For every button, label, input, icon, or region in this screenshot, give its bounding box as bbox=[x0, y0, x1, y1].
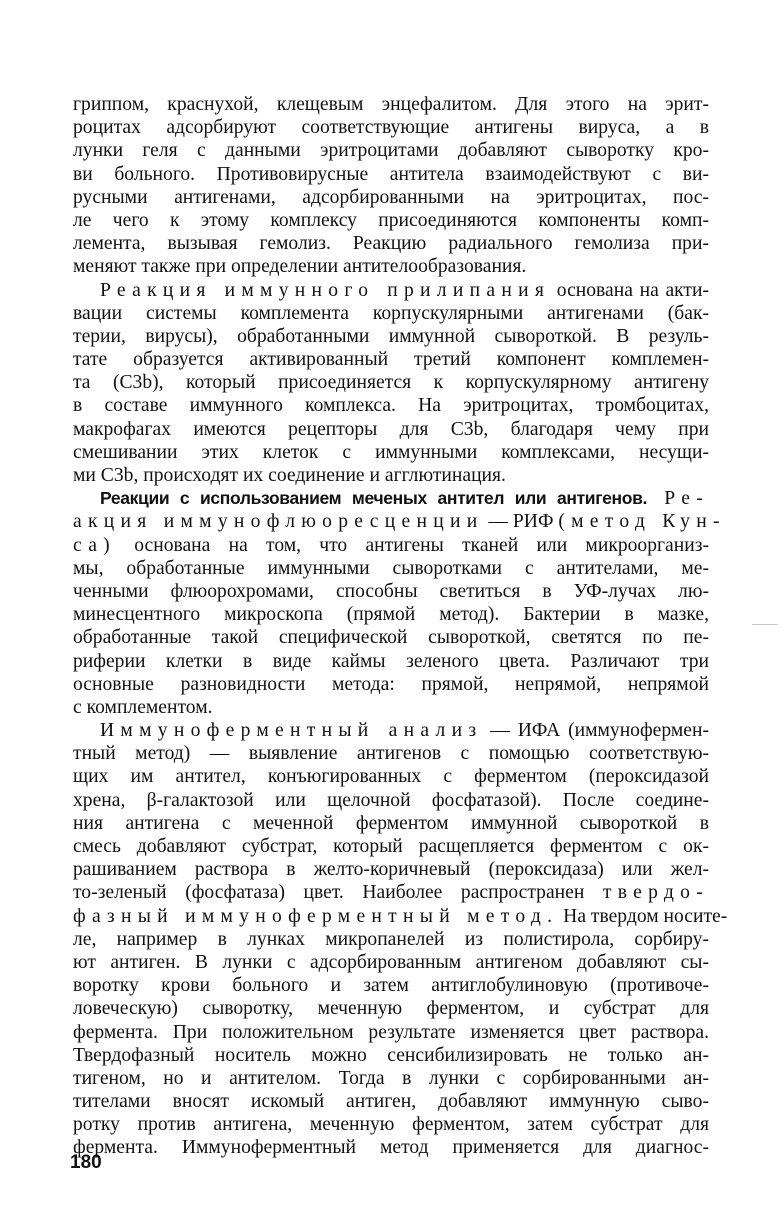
text-line: тный метод) — выявление антигенов с помощью соответствую- bbox=[73, 743, 709, 765]
text-line: терии, вирусы), обработанными иммунной сывороткой. В резуль- bbox=[73, 325, 709, 347]
section-heading: Реакции с использованием меченых антител или антигенов. bbox=[100, 488, 647, 509]
text-line: роцитах адсорбируют соответствующие антигены вируса, а в bbox=[73, 117, 709, 139]
text-line: та (C3b), который присоединяется к корпускулярному антигену bbox=[73, 372, 709, 394]
text-line: ют антиген. В лунки с адсорбированным антигеном добавляют сы- bbox=[73, 951, 709, 973]
text-line: смешивании этих клеток с иммунными комплексами, несущи- bbox=[73, 441, 709, 463]
text-line bbox=[73, 905, 728, 928]
text-run: основана на акти- bbox=[550, 279, 709, 301]
text-run: то-зеленый (фосфатаза) цвет. Наиболее распространен bbox=[73, 882, 603, 904]
text-line: фермента. Иммуноферментный метод применяется для диагнос- bbox=[73, 1137, 709, 1159]
text-line: тигеном, но и антителом. Тогда в лунки с сорбированными ан- bbox=[73, 1067, 709, 1089]
text-line: обработанные такой специфической сывороткой, светятся по пе- bbox=[73, 627, 709, 649]
text-line: ле чего к этому комплексу присоединяются компоненты комп- bbox=[73, 209, 709, 231]
text-line: ви больного. Противовирусные антитела взаимодействуют с ви- bbox=[73, 163, 709, 185]
text-line: гриппом, краснухой, клещевым энцефалитом. Для этого на эрит- bbox=[73, 94, 709, 115]
text-line: с комплементом. bbox=[73, 696, 213, 718]
text-line: ния антигена с меченной ферментом иммунной сывороткой в bbox=[73, 812, 709, 834]
text-line: рашиванием раствора в желто-коричневый (пероксидаза) или жел- bbox=[73, 859, 709, 881]
spaced-term: Ре- bbox=[647, 488, 709, 510]
text-line: лемента, вызывая гемолиз. Реакцию радиального гемолиза при- bbox=[73, 233, 709, 255]
text-line: Твердофазный носитель можно сенсибилизировать не только ан- bbox=[73, 1044, 709, 1066]
text-line: тате образуется активированный третий компонент комплемен- bbox=[73, 349, 709, 371]
spaced-term: Иммуноферментный анализ bbox=[100, 720, 483, 742]
spaced-term: са) bbox=[73, 534, 116, 556]
text-line: макрофагах имеются рецепторы для C3b, благодаря чему при bbox=[73, 418, 709, 440]
spaced-term: акция иммунофлюоресценции bbox=[73, 511, 484, 533]
text-line: меняют также при определении антителообразования. bbox=[73, 256, 527, 278]
text-run: — ИФА (иммунофермен- bbox=[482, 720, 709, 742]
spaced-term: (метод Кун- bbox=[558, 511, 726, 533]
spaced-term: твердо- bbox=[602, 882, 709, 904]
text-line: щих им антител, конъюгированных с ферментом (пероксидазой bbox=[73, 766, 709, 788]
text-line: вации системы комплемента корпускулярными антигенами (бак- bbox=[73, 302, 709, 324]
text-line bbox=[73, 719, 709, 742]
text-line: ротку против антигена, меченную ферментом, затем субстрат для bbox=[73, 1114, 709, 1136]
text-line bbox=[73, 534, 709, 557]
text-line bbox=[73, 510, 726, 533]
text-line: хрена, β-галактозой или щелочной фосфатазой). После соедине- bbox=[73, 789, 709, 811]
text-line: в составе иммунного комплекса. На эритроцитах, тромбоцитах, bbox=[73, 395, 709, 417]
text-line: ченными флюорохромами, способны светиться в УФ-лучах лю- bbox=[73, 580, 709, 602]
text-line: русными антигенами, адсорбированными на эритроцитах, пос- bbox=[73, 186, 709, 208]
text-line: ми C3b, происходят их соединение и агглютинация. bbox=[73, 465, 506, 486]
text-run: На твердом носите- bbox=[558, 905, 728, 927]
text-line: мы, обработанные иммунными сыворотками с антителами, ме- bbox=[73, 557, 709, 579]
text-body bbox=[73, 93, 728, 1160]
page-number: 180 bbox=[70, 1152, 102, 1173]
text-line bbox=[73, 487, 709, 510]
margin-mark bbox=[752, 624, 778, 625]
spaced-term: фазный иммуноферментный метод. bbox=[73, 905, 559, 927]
text-line bbox=[73, 279, 709, 302]
text-line: воротку крови больного и затем антиглобулиновую (противоче- bbox=[73, 975, 709, 997]
text-line: смесь добавляют субстрат, который расщепляется ферментом с ок- bbox=[73, 836, 709, 857]
text-line: тителами вносят искомый антиген, добавляют иммунную сыво- bbox=[73, 1091, 709, 1113]
text-line: фермента. При положительном результате изменяется цвет раствора. bbox=[73, 1021, 709, 1043]
text-line: лунки геля с данными эритроцитами добавляют сыворотку кро- bbox=[73, 140, 709, 162]
text-line bbox=[73, 881, 709, 904]
spaced-term: Реакция иммунного прилипания bbox=[100, 279, 551, 301]
text-line: основные разновидности метода: прямой, непрямой, непрямой bbox=[73, 673, 709, 695]
text-run: — РИФ bbox=[483, 511, 559, 533]
text-line: минесцентного микроскопа (прямой метод). Бактерии в мазке, bbox=[73, 604, 709, 626]
text-line: ловеческую) сыворотку, меченную ферментом, и субстрат для bbox=[73, 998, 709, 1020]
text-line: риферии клетки в виде каймы зеленого цвета. Различают три bbox=[73, 650, 709, 672]
text-run: основана на том, что антигены тканей или микроорганиз- bbox=[115, 534, 709, 556]
text-line: ле, например в лунках микропанелей из полистирола, сорбиру- bbox=[73, 928, 709, 950]
